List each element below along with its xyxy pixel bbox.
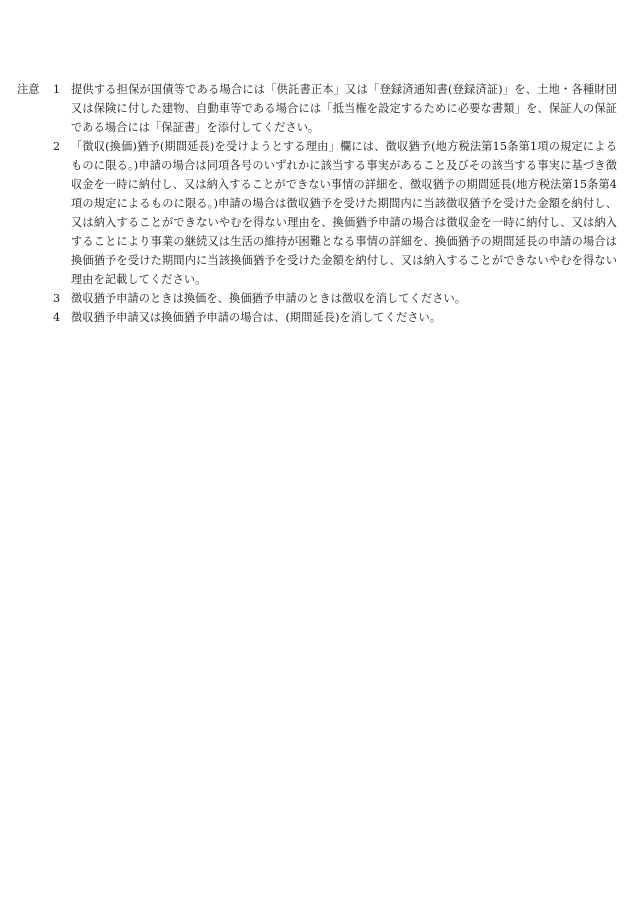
notes-section	[17, 80, 617, 327]
note-number: 3	[53, 292, 61, 305]
note-item-3	[17, 289, 617, 308]
note-text: 徴収猶予申請又は換価猶予申請の場合は、(期間延長)を消してください。	[71, 311, 442, 324]
note-number: 1	[53, 83, 61, 96]
note-item-2	[17, 137, 617, 289]
note-text: 徴収猶予申請のときは換価を、換価猶予申請のときは徴収を消してください。	[71, 292, 467, 305]
note-number: 2	[53, 140, 61, 153]
note-text: 提供する担保が国債等である場合には「供託書正本」又は「登録済通知書(登録済証)」を、土地・各種財団又は保険に付した建物、自動車等である場合には「抵当権を設定するために必要な書類」を、保証人の保証である場合には「保証書」を添付してください。	[71, 83, 617, 134]
note-item-4	[17, 308, 617, 327]
note-text: 「徴収(換価)猶予(期間延長)を受けようとする理由」欄には、徴収猶予(地方税法第15条第1項の規定によるものに限る。)申請の場合は同項各号のいずれかに該当する事実があること及びその該当する事実に基づき徴収金を一時に納付し、又は納入することができない事情の詳細を、徴収猶予の期間延長(地方税法第15条第4項の規定によるものに限る。)申請の場合は徴収猶予を受けた期間内に当該徴収猶予を受けた金額を納付し、又は納入することができないやむを得ない理由を、換価猶予申請の場合は徴収金を一時に納付し、又は納入することにより事業の継続又は生活の維持が困難となる事情の詳細を、換価猶予の期間延長の申請の場合は換価猶予を受けた期間内に当該換価猶予を受けた金額を納付し、又は納入することができないやむを得ない理由を記載してください。	[71, 140, 617, 286]
note-item-1	[17, 80, 617, 137]
notes-heading: 注意	[17, 83, 40, 96]
note-number: 4	[53, 311, 61, 324]
